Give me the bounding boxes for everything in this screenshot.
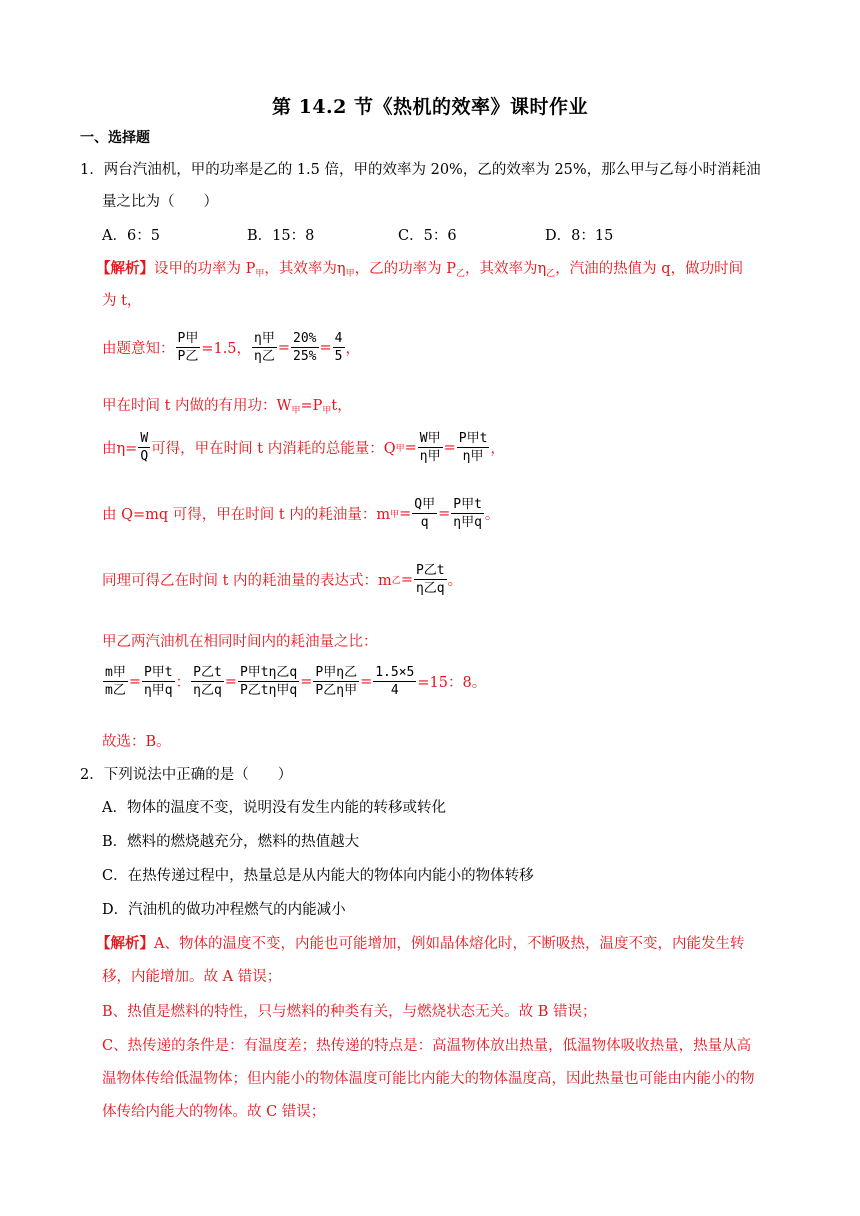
- fraction: $\frac{\text{P甲tη乙q}}{\text{P乙tη甲q}}$: [239, 665, 298, 698]
- fraction: $\frac{\text{η甲}}{\text{η乙}}$: [254, 331, 275, 364]
- q1-option-a: A．6：5: [102, 228, 160, 244]
- q2-option-b: B．燃料的燃烧越充分，燃料的热值越大: [102, 834, 360, 850]
- q1-answer: 故选：B。: [102, 734, 171, 750]
- q2-analysis-c-line-2: 温物体传给低温物体；但内能小的物体温度可能比内能大的物体温度高，因此热量也可能由内能小的物: [102, 1071, 755, 1087]
- fraction: $\frac{\text{Q甲}}{q}$: [414, 497, 436, 530]
- q1-fuel-consumption-yi-line: 同理可得乙在时间 t 内的耗油量的表达式：m 乙 = $\frac{\text{P乙t}}{\text{η乙q}}$ 。: [102, 563, 463, 596]
- analysis-tag: 【解析】: [96, 260, 154, 277]
- q2-analysis-line-1: 【解析】A、物体的温度不变，内能也可能增加，例如晶体熔化时，不断吸热，温度不变，内能发生转: [96, 935, 745, 952]
- fraction: $\frac{\text{P甲}}{\text{P乙}}$: [177, 331, 199, 364]
- q1-final-ratio-line: $\frac{\text{m甲}}{\text{m乙}}$ = $\frac{\text{P甲t}}{\text{η甲q}}$ ： $\frac{\text{P乙t}}{\text{η乙q}}$ = $\frac{\text{P甲tη乙q}}{\text{P乙tη甲q}}$ = $\frac{\text{P甲η乙}}{\text{P乙η甲}}$ = $\frac{1.5\times 5}{4}$ =15：8。: [105, 665, 487, 698]
- q2-stem: 2．下列说法中正确的是（ ）: [80, 767, 293, 783]
- q2-analysis-line-2: 移，内能增加。故 A 错误；: [102, 969, 282, 985]
- section-heading: 一、选择题: [80, 130, 150, 146]
- q2-analysis-c-line-1: C、热传递的条件是：有温度差；热传递的特点是：高温物体放出热量，低温物体吸收热量，热量从高: [102, 1038, 752, 1054]
- fraction: $\frac{\text{P甲t}}{\text{η甲q}}$: [453, 497, 482, 530]
- page-title: 第 14.2 节《热机的效率》课时作业: [271, 96, 588, 118]
- q1-useful-work-line: 甲在时间 t 内做的有用功：$W_甲=P_甲t$，: [102, 398, 352, 416]
- fraction: $\frac{\text{P甲t}}{\text{η甲q}}$: [143, 665, 173, 698]
- q2-analysis-c-line-3: 体传给内能大的物体。故 C 错误；: [102, 1104, 326, 1120]
- fraction: $\frac{1.5\times 5}{4}$: [375, 665, 415, 698]
- q1-option-d: D．8：15: [545, 228, 614, 244]
- fraction: $\frac{20\%}{25\%}$: [293, 331, 317, 364]
- fraction: $\frac{\text{P甲t}}{\text{η甲}}$: [458, 431, 488, 464]
- fraction: $\frac{\text{P乙t}}{\text{η乙q}}$: [193, 665, 222, 698]
- q1-analysis-line-1: 【解析】设甲的功率为 $P_甲$，其效率为$\eta_甲$，乙的功率为 $P_乙$，其效率为$\eta_乙$，汽油的热值为 q，做功时间: [96, 260, 744, 279]
- q2-option-c: C．在热传递过程中，热量总是从内能大的物体向内能小的物体转移: [102, 868, 534, 884]
- q1-total-energy-line: 由η= $\frac{W}{Q}$ 可得，甲在时间 t 内消耗的总能量：Q 甲 = $\frac{\text{W甲}}{\text{η甲}}$ = $\frac{\text{P甲t}}{\text{η甲}}$ ，: [102, 431, 505, 464]
- q1-option-b: B．15：8: [247, 228, 315, 244]
- fraction: $\frac{\text{W甲}}{\text{η甲}}$: [419, 431, 441, 464]
- analysis-tag: 【解析】: [96, 935, 154, 952]
- fraction: $\frac{W}{Q}$: [140, 431, 149, 464]
- q1-stem-line-1: 1．两台汽油机，甲的功率是乙的 1.5 倍，甲的效率为 20%，乙的效率为 25%，那么甲与乙每小时消耗油: [80, 162, 761, 178]
- q1-option-c: C．5：6: [398, 228, 457, 244]
- fraction: $\frac{\text{m甲}}{\text{m乙}}$: [105, 665, 126, 698]
- fraction: $\frac{4}{5}$: [334, 331, 343, 364]
- q1-fuel-consumption-jia-line: 由 Q=mq 可得，甲在时间 t 内的耗油量：m 甲 = $\frac{\text{Q甲}}{q}$ = $\frac{\text{P甲t}}{\text{η甲q}}$ 。: [102, 497, 500, 530]
- fraction: $\frac{\text{P甲η乙}}{\text{P乙η甲}}$: [315, 665, 358, 698]
- q1-formula-ratio: 由题意知： $\frac{\text{P甲}}{\text{P乙}}$ =1.5， $\frac{\text{η甲}}{\text{η乙}}$ = $\frac{20\%}{25\%}$ = $\frac{4}{5}$ ，: [102, 331, 360, 364]
- q2-option-a: A．物体的温度不变，说明没有发生内能的转移或转化: [102, 800, 446, 816]
- q1-ratio-heading: 甲乙两汽油机在相同时间内的耗油量之比：: [102, 634, 378, 650]
- q1-analysis-line-2: 为 t，: [102, 293, 142, 309]
- fraction: $\frac{\text{P乙t}}{\text{η乙q}}$: [415, 563, 445, 596]
- q1-stem-line-2: 量之比为（ ）: [102, 194, 218, 210]
- q2-option-d: D．汽油机的做功冲程燃气的内能减小: [102, 902, 346, 918]
- q2-analysis-b: B、热值是燃料的特性，只与燃料的种类有关，与燃烧状态无关。故 B 错误；: [102, 1004, 597, 1020]
